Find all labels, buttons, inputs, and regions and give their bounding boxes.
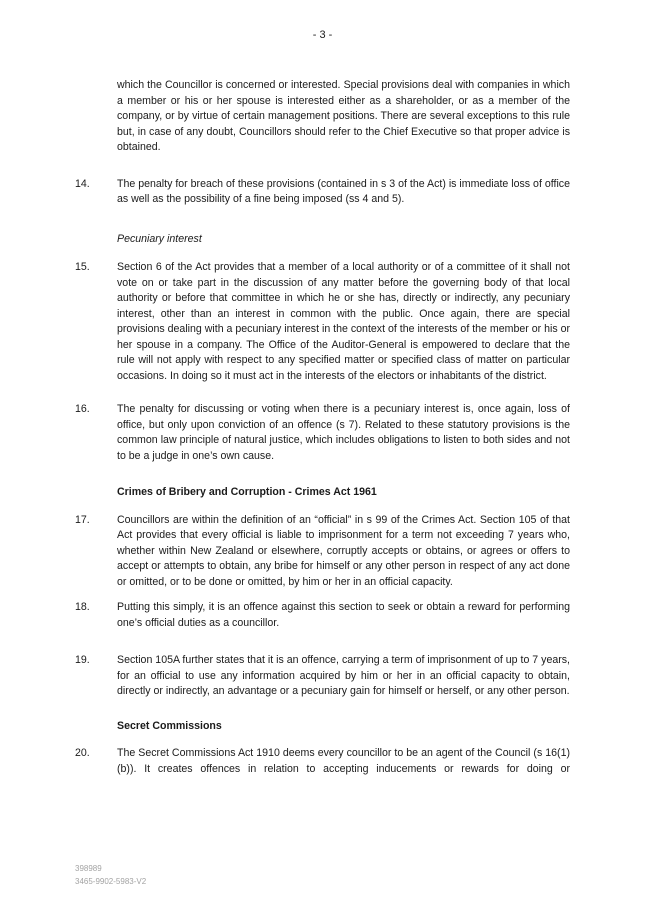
list-item-text: Section 6 of the Act provides that a member of a local authority or of a committee of it shall not vote on or take part in the discussion of any matter before the governing body of that local authority or before that committee in which he or she has, directly or indirectly, any pecuniary interest, other than an interest in common with the public. Once again, there are special provisions dealing with a pecuniary interest in the context of the interests of the member or his or her spouse in a company. The Office of the Auditor-General is empowered to declare that the rule will not apply with respect to any specified matter or specified class of matter on particular occasions. In doing so it must act in the interests of the electors or inhabitants of the district. xyxy=(117,261,570,382)
list-item-20 xyxy=(75,746,570,777)
document-body xyxy=(75,78,570,777)
footer-doc-id: 398989 xyxy=(75,864,102,873)
list-item-14 xyxy=(75,177,570,208)
page-number: - 3 - xyxy=(312,29,333,41)
list-item-15 xyxy=(75,260,570,384)
list-item-18 xyxy=(75,600,570,631)
list-item-text: The penalty for breach of these provisions (contained in s 3 of the Act) is immediate loss of office as well as the possibility of a fine being imposed (ss 4 and 5). xyxy=(117,177,570,205)
list-item-number: 18. xyxy=(75,601,90,613)
list-item-number: 15. xyxy=(75,261,90,273)
list-item-text: The Secret Commissions Act 1910 deems every councillor to be an agent of the Council (s 16(1)(b)). It creates offences in relation to accepting inducements or rewards for doing or xyxy=(117,747,570,775)
list-item-text: Putting this simply, it is an offence against this section to seek or obtain a reward for performing one’s official duties as a councillor. xyxy=(117,601,570,629)
intro-paragraph: which the Councillor is concerned or interested. Special provisions deal with companies in which a member or his or her spouse is interested either as a shareholder, or as a member of the company, or by virtue of certain management positions. There are several exceptions to this rule but, in case of any doubt, Councillors should refer to the Chief Executive so that proper advice is obtained. xyxy=(117,79,570,153)
footer-version-id: 3465-9902-5983-V2 xyxy=(75,876,147,886)
list-item-19 xyxy=(75,653,570,700)
list-item-16 xyxy=(75,402,570,464)
list-item-number: 17. xyxy=(75,513,90,526)
list-item-17 xyxy=(75,513,570,591)
list-item-text: Section 105A further states that it is an offence, carrying a term of imprisonment of up to 7 years, for an official to use any information acquired by him or her in an official capacity to obtain, directly or indirectly, an advantage or a pecuniary gain for himself or herself, or any other person. xyxy=(117,654,570,697)
list-item-number: 19. xyxy=(75,654,90,666)
list-item-text: The penalty for discussing or voting when there is a pecuniary interest is, once again, loss of office, but only upon conviction of an offence (s 7). Related to these statutory provisions is the common law principle of natural justice, which includes obligations to listen to both sides and not to be a judge in one’s own cause. xyxy=(117,403,570,462)
document-footer xyxy=(75,863,146,888)
list-item-text: Councillors are within the definition of an “official” in s 99 of the Crimes Act. Section 105 of that Act provides that every official is liable to imprisonment for a term not exceeding 7 years who, whether within New Zealand or elsewhere, corruptly accepts or obtains, or agrees or offers to accept or attempts to obtain, any bribe for himself or any other person in respect of any act done or omitted, or to be done or omitted, by him or her in an official capacity. xyxy=(117,513,570,588)
heading-pecuniary-interest: Pecuniary interest xyxy=(117,232,202,245)
heading-crimes-act: Crimes of Bribery and Corruption - Crimes Act 1961 xyxy=(117,486,377,498)
list-item-number: 16. xyxy=(75,403,90,415)
list-item-number: 14. xyxy=(75,177,90,190)
list-item-number: 20. xyxy=(75,747,90,759)
heading-secret-commissions: Secret Commissions xyxy=(117,719,222,732)
